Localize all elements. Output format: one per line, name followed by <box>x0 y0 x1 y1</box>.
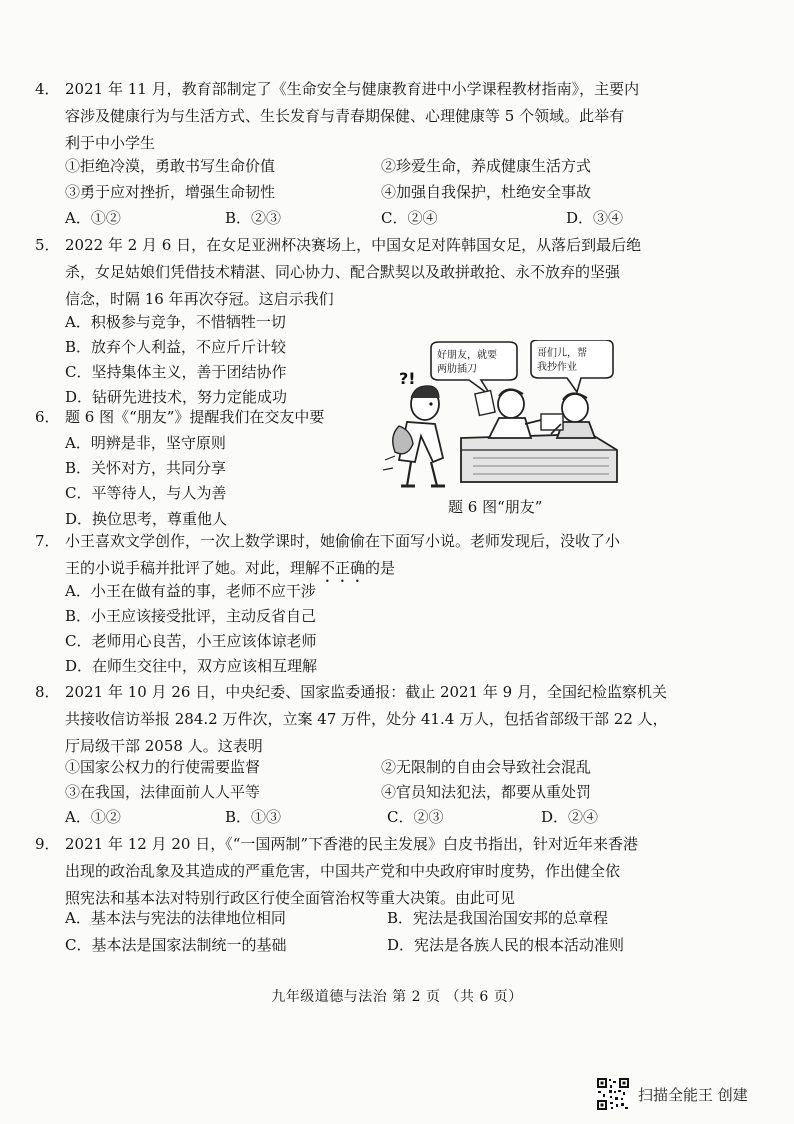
qr-code-icon <box>596 1077 630 1111</box>
page-footer: 九年级道德与法治 第 2 页 （共 6 页） <box>271 989 523 1005</box>
question-stem-line: 5． 2022 年 2 月 6 日，在女足亚洲杯决赛场上，中国女足对阵韩国女足，从落后到最后绝 <box>35 236 642 254</box>
question-5 <box>35 232 757 313</box>
question-6-stem: 6． 题 6 图《“朋友”》提醒我们在交友中要 <box>35 408 325 426</box>
bubble-left-line: 两肋插刀 <box>437 364 477 375</box>
question-9 <box>35 831 757 912</box>
answer-choice: B．②③ <box>225 209 282 227</box>
answer-choice: C．老师用心良苦，小王应该体谅老师 <box>65 632 317 650</box>
answer-choice: C．②③ <box>387 808 444 826</box>
question-stem-line: 9． 2021 年 12 月 20 日，《“一国两制”下香港的民主发展》白皮书指出，针对近年来香港 <box>35 835 639 853</box>
answer-choice: A．积极参与竞争，不惜牺牲一切 <box>65 313 286 331</box>
bubble-right-line: 我抄作业 <box>537 362 577 373</box>
answer-choice: C．坚持集体主义，善于团结协作 <box>65 363 287 381</box>
answer-choice: D．③④ <box>566 209 624 227</box>
statement: ②珍爱生命，养成健康生活方式 <box>381 157 592 175</box>
question-stem-line: 王的小说手稿并批评了她。对此，理解不正确的是 <box>65 559 396 577</box>
answer-choice: D．宪法是各族人民的根本活动准则 <box>387 936 625 954</box>
statement: ④加强自我保护，杜绝安全事故 <box>381 183 592 201</box>
answer-choice: A．小王在做有益的事，老师不应干涉 <box>65 582 316 600</box>
statement: ③勇于应对挫折，增强生命韧性 <box>65 183 276 201</box>
statement: ①拒绝冷漠，勇敢书写生命价值 <box>65 157 276 175</box>
question-stem-line: 厅局级干部 2058 人。这表明 <box>65 737 263 755</box>
bubble-left-line: 好朋友，就要 <box>437 350 497 361</box>
answer-choice: B．小王应该接受批评，主动反省自己 <box>65 607 317 625</box>
question-8 <box>35 679 757 760</box>
answer-choice: B．关怀对方，共同分享 <box>65 459 227 477</box>
answer-choice: B．宪法是我国治国安邦的总章程 <box>387 909 609 927</box>
emphasized-text: 不正确 <box>320 559 366 577</box>
question-stem-line: 共接收信访举报 284.2 万件次，立案 47 万件，处分 41.4 万人，包括省部级干部 22 人， <box>65 710 668 728</box>
statement: ②无限制的自由会导致社会混乱 <box>381 758 592 776</box>
answer-choice: C．平等待人，与人为善 <box>65 484 227 502</box>
answer-choice: C．基本法是国家法制统一的基础 <box>65 936 287 954</box>
statement: ③在我国，法律面前人人平等 <box>65 783 261 801</box>
answer-choice: B．放弃个人利益，不应斤斤计较 <box>65 338 287 356</box>
scanner-watermark <box>596 1074 748 1114</box>
bubble-right-line: 哥们儿，帮 <box>537 348 587 359</box>
question-stem-line: 照宪法和基本法对特别行政区行使全面管治权等重大决策。由此可见 <box>65 889 516 907</box>
answer-choice: C．②④ <box>381 209 438 227</box>
answer-choice: D．在师生交往中，双方应该相互理解 <box>65 657 318 675</box>
answer-choice: A．①② <box>65 209 121 227</box>
question-stem-line: 4． 2021 年 11 月，教育部制定了《生命安全与健康教育进中小学课程教材指南》，主要内 <box>35 80 640 98</box>
question-7 <box>35 528 757 586</box>
answer-choice: D．换位思考，尊重他人 <box>65 510 228 528</box>
question-stem-line: 利于中小学生 <box>65 134 156 152</box>
question-stem-line: 信念，时隔 16 年再次夺冠。这启示我们 <box>65 290 334 308</box>
answer-choice: A．明辨是非，坚守原则 <box>65 434 226 452</box>
question-4 <box>35 76 757 157</box>
answer-choice: A．基本法与宪法的法律地位相同 <box>65 909 286 927</box>
statement: ①国家公权力的行使需要监督 <box>65 758 261 776</box>
question-stem-line: 8． 2021 年 10 月 26 日，中央纪委、国家监委通报：截止 2021 年 9 月，全国纪检监察机关 <box>35 683 667 701</box>
statement: ④官员知法犯法，都要从重处罚 <box>381 783 592 801</box>
question-marks: ?! <box>399 369 416 388</box>
cartoon-friends <box>381 340 619 492</box>
answer-choice: D．②④ <box>541 808 599 826</box>
cartoon-illustration <box>381 340 619 492</box>
question-stem-line: 出现的政治乱象及其造成的严重危害，中国共产党和中央政府审时度势，作出健全依 <box>65 862 621 880</box>
answer-choice: A．①② <box>65 808 121 826</box>
question-stem-line: 容涉及健康行为与生活方式、生长发育与青春期保健、心理健康等 5 个领域。此举有 <box>65 107 625 125</box>
scanner-label: 扫描全能王 创建 <box>638 1085 748 1104</box>
figure-caption: 题 6 图“朋友” <box>448 498 543 516</box>
question-stem-line: 7． 小王喜欢文学创作，一次上数学课时，她偷偷在下面写小说。老师发现后，没收了小 <box>35 532 621 550</box>
answer-choice: D．钻研先进技术，努力定能成功 <box>65 388 288 406</box>
question-stem-line: 杀，女足姑娘们凭借技术精湛、同心协力、配合默契以及敢拼敢抢、永不放弃的坚强 <box>65 263 621 281</box>
answer-choice: B．①③ <box>225 808 282 826</box>
